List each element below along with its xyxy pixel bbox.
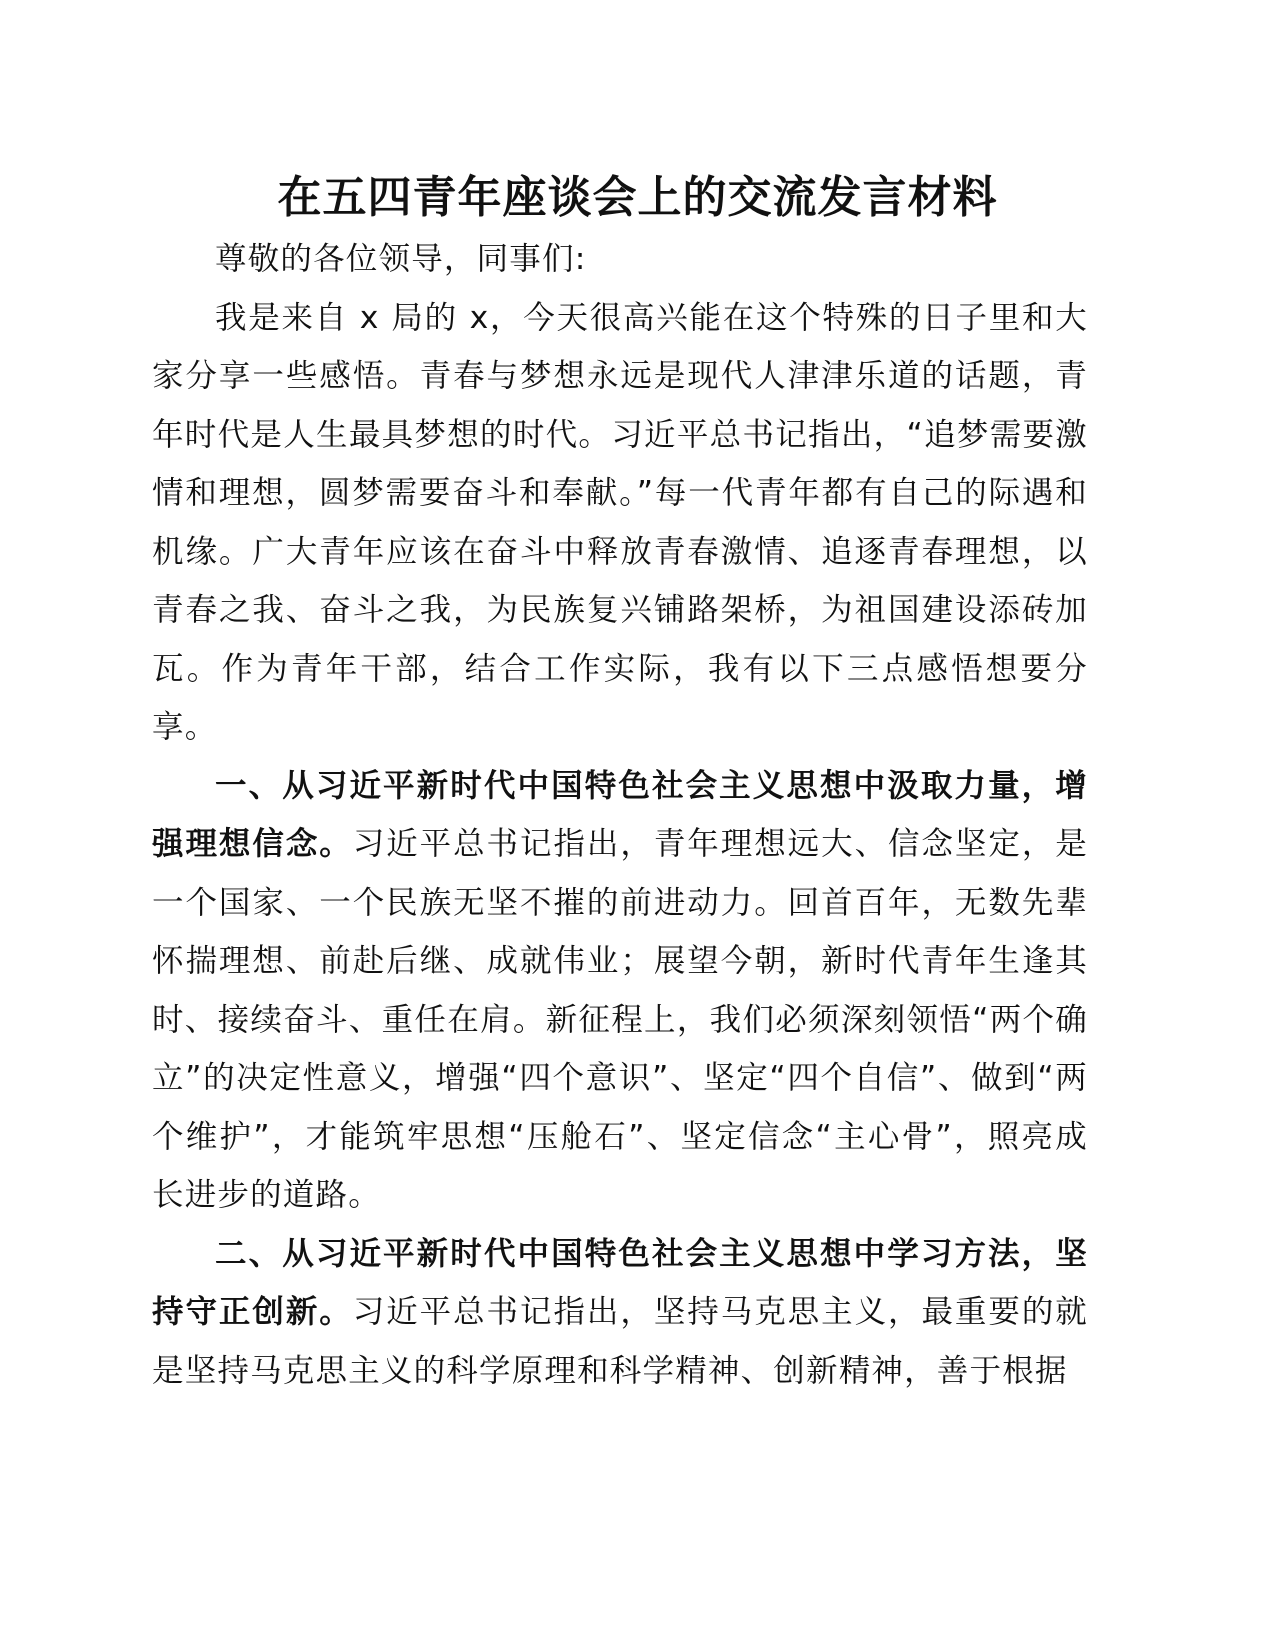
document-title: 在五四青年座谈会上的交流发言材料 xyxy=(277,172,998,223)
section-paragraph-1 xyxy=(152,757,1088,1225)
section-heading-1: 一、从习近平新时代中国特色社会主义思想中汲取力量，增强理想信念。 xyxy=(152,767,1088,862)
section-text-2: 习近平总书记指出，坚持马克思主义，最重要的就是坚持马克思主义的科学原理和科学精神、创新精神，善于根据 xyxy=(152,1294,1088,1389)
intro-paragraph: 我是来自 x 局的 x，今天很高兴能在这个特殊的日子里和大家分享一些感悟。青春与梦想永远是现代人津津乐道的话题，青年时代是人生最具梦想的时代。习近平总书记指出，“追梦需要激情和理想，圆梦需要奋斗和奉献。”每一代青年都有自己的际遇和机缘。广大青年应该在奋斗中释放青春激情、追逐青春理想，以青春之我、奋斗之我，为民族复兴铺路架桥，为祖国建设添砖加瓦。作为青年干部，结合工作实际，我有以下三点感悟想要分享。 xyxy=(152,299,1088,745)
document-body xyxy=(152,230,1088,1400)
section-text-1: 习近平总书记指出，青年理想远大、信念坚定，是一个国家、一个民族无坚不摧的前进动力。回首百年，无数先辈怀揣理想、前赴后继、成就伟业；展望今朝，新时代青年生逢其时、接续奋斗、重任在肩。新征程上，我们必须深刻领悟“两个确立”的决定性意义，增强“四个意识”、坚定“四个自信”、做到“两个维护”，才能筑牢思想“压舱石”、坚定信念“主心骨”，照亮成长进步的道路。 xyxy=(152,826,1088,1213)
section-paragraph-2 xyxy=(152,1225,1088,1401)
salutation: 尊敬的各位领导，同事们: xyxy=(215,241,587,277)
section-heading-2: 二、从习近平新时代中国特色社会主义思想中学习方法，坚持守正创新。 xyxy=(152,1235,1088,1330)
